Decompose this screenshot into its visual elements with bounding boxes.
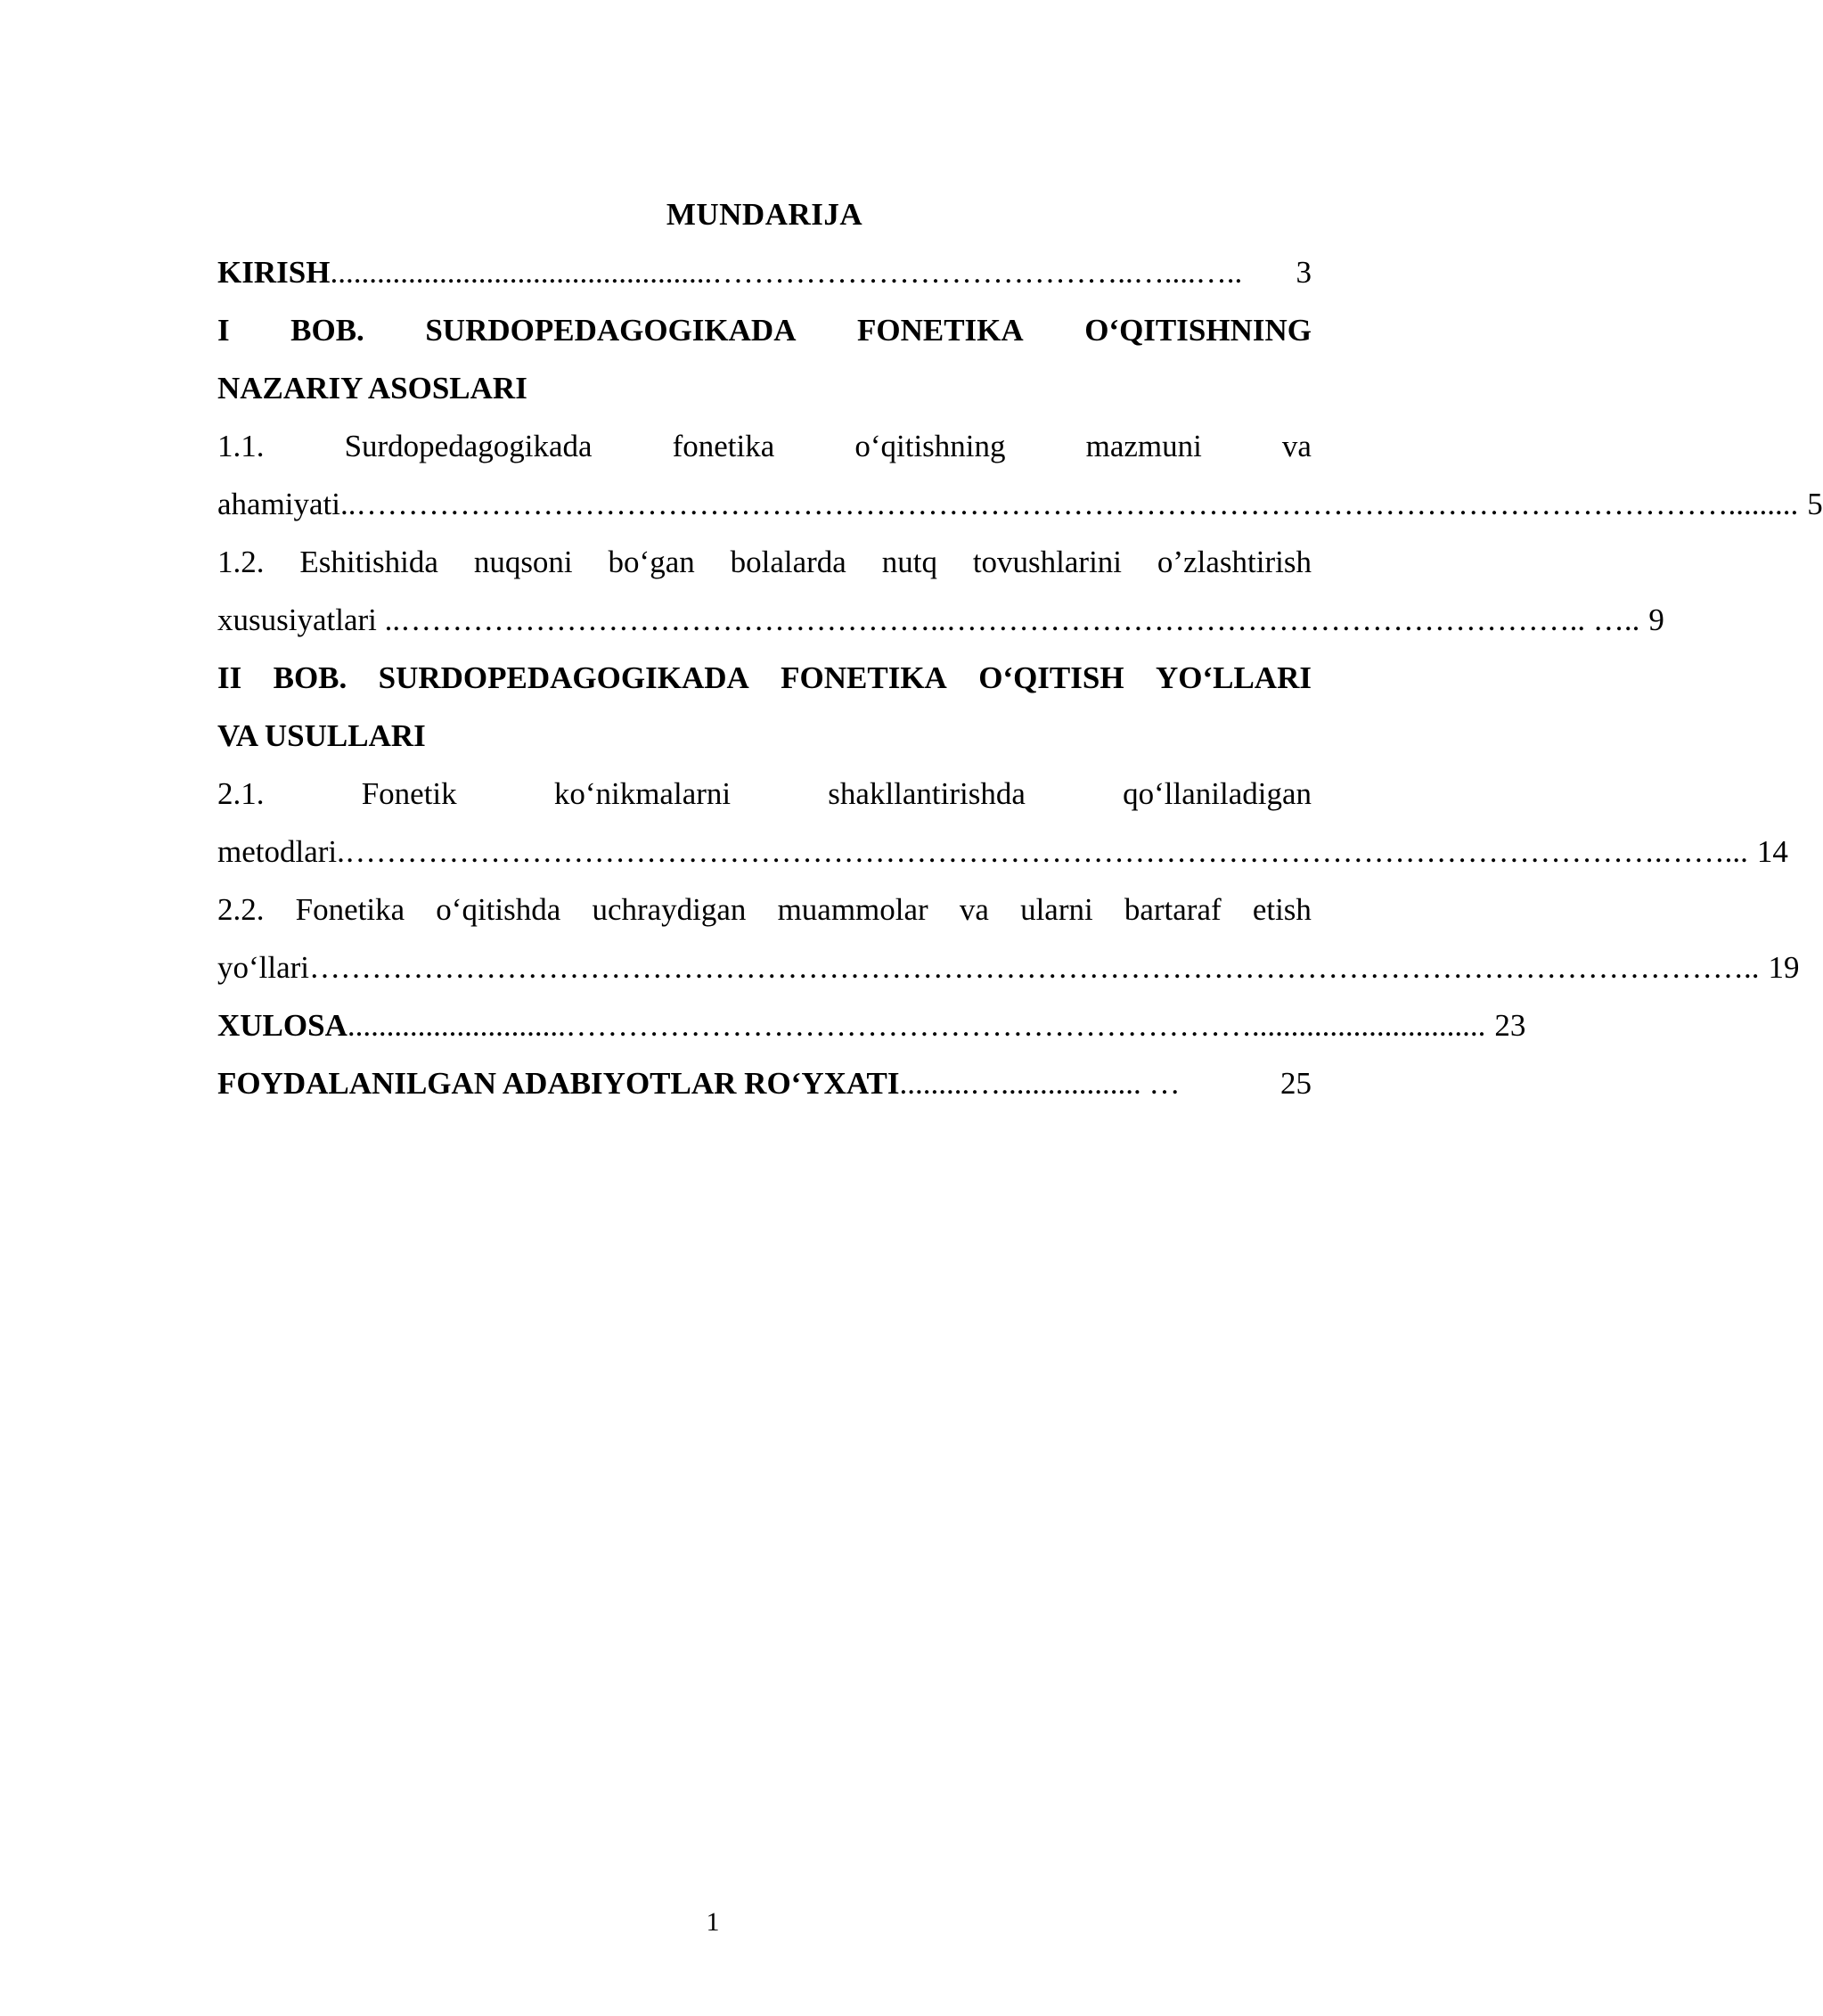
toc-word: Fonetik bbox=[361, 776, 457, 811]
toc-word: O‘QITISH bbox=[978, 660, 1124, 695]
toc-section-2-2 bbox=[217, 881, 1312, 938]
toc-entry-label: xususiyatlari .. bbox=[217, 602, 401, 637]
toc-word: BOB. bbox=[273, 660, 347, 695]
toc-page-number: 5 bbox=[1807, 487, 1823, 521]
toc-entry-label: metodlari. bbox=[217, 834, 345, 869]
toc-chapter-1-heading-cont: NAZARIY ASOSLARI bbox=[217, 371, 527, 406]
toc-page-number: 25 bbox=[1280, 1066, 1312, 1101]
toc-chapter-2-heading bbox=[217, 649, 1312, 707]
toc-word: va bbox=[1281, 429, 1312, 463]
toc-entry-kirish bbox=[217, 243, 1312, 301]
toc-word: SURDOPEDAGOGIKADA bbox=[425, 313, 797, 348]
toc-entry-references bbox=[217, 1054, 1312, 1112]
toc-word: 2.2. bbox=[217, 892, 265, 927]
toc-word: O‘QITISHNING bbox=[1084, 313, 1312, 348]
toc-word: bartaraf bbox=[1124, 892, 1222, 927]
toc-section-1-2 bbox=[217, 533, 1312, 591]
toc-leader-dots: ……………………………………………………………………………………………………………………......... bbox=[356, 487, 1799, 521]
toc-section-2-1-cont bbox=[217, 823, 1788, 881]
toc-word: SURDOPEDAGOGIKADA bbox=[378, 660, 749, 695]
toc-section-1-1 bbox=[217, 417, 1312, 475]
toc-page-number: 14 bbox=[1756, 834, 1788, 869]
toc-word: uchraydigan bbox=[592, 892, 747, 927]
toc-leader-dots: ………………………………………………………………………………………………………………………….. bbox=[309, 950, 1760, 985]
toc-chapter-1-heading bbox=[217, 301, 1312, 359]
toc-word: 1.1. bbox=[217, 429, 265, 463]
toc-word: tovushlarini bbox=[972, 545, 1123, 579]
toc-word: nutq bbox=[881, 545, 937, 579]
toc-section-1-1-cont bbox=[217, 475, 1823, 533]
toc-word: Fonetika bbox=[295, 892, 405, 927]
toc-word: I bbox=[217, 313, 230, 348]
toc-word: bolalarda bbox=[730, 545, 846, 579]
table-of-contents bbox=[217, 185, 1823, 1112]
toc-word: ko‘nikmalarni bbox=[553, 776, 732, 811]
toc-leader-dots: ……………………………………………………………………………………………………………….……... bbox=[344, 834, 1748, 869]
toc-leader-dots: ............................………………………………………………………….............................. bbox=[347, 1008, 1486, 1043]
toc-word: bo‘gan bbox=[608, 545, 695, 579]
toc-word: etish bbox=[1252, 892, 1312, 927]
toc-title: MUNDARIJA bbox=[666, 197, 863, 232]
toc-entry-label: ahamiyati.. bbox=[217, 487, 356, 521]
toc-section-2-2-cont bbox=[217, 938, 1800, 996]
toc-word: va bbox=[959, 892, 989, 927]
toc-word: Eshitishida bbox=[299, 545, 438, 579]
toc-entry-xulosa bbox=[217, 996, 1526, 1054]
toc-word: Surdopedagogikada bbox=[344, 429, 593, 463]
toc-entry-label: FOYDALANILGAN ADABIYOTLAR RO‘YXATI bbox=[217, 1066, 900, 1101]
toc-leader-dots: .................................................…………………………………..…....….. bbox=[330, 255, 1243, 290]
toc-entry-label: KIRISH bbox=[217, 255, 331, 290]
toc-word: 1.2. bbox=[217, 545, 265, 579]
toc-chapter-2-heading-cont: VA USULLARI bbox=[217, 718, 426, 753]
toc-leader-dots: ……………………………………………..…………………………………………………….. ….. bbox=[400, 602, 1640, 637]
toc-section-2-1 bbox=[217, 765, 1312, 823]
toc-word: muammolar bbox=[777, 892, 928, 927]
toc-word: fonetika bbox=[672, 429, 775, 463]
toc-word: mazmuni bbox=[1085, 429, 1202, 463]
toc-page-number: 3 bbox=[1296, 255, 1312, 290]
toc-leader-dots: .........….................. … bbox=[899, 1066, 1181, 1101]
toc-word: o’zlashtirish bbox=[1157, 545, 1312, 579]
toc-word: BOB. bbox=[290, 313, 364, 348]
toc-section-1-2-cont bbox=[217, 591, 1664, 649]
toc-word: o‘qitishning bbox=[854, 429, 1006, 463]
toc-word: YO‘LLARI bbox=[1155, 660, 1312, 695]
toc-word: II bbox=[217, 660, 242, 695]
page-number: 1 bbox=[706, 1907, 720, 1937]
toc-word: ularni bbox=[1020, 892, 1093, 927]
toc-word: 2.1. bbox=[217, 776, 265, 811]
toc-word: shakllantirishda bbox=[828, 776, 1026, 811]
toc-page-number: 19 bbox=[1768, 950, 1800, 985]
toc-page-number: 9 bbox=[1648, 602, 1664, 637]
toc-word: qo‘llaniladigan bbox=[1123, 776, 1312, 811]
toc-word: nuqsoni bbox=[473, 545, 573, 579]
toc-word: FONETIKA bbox=[856, 313, 1024, 348]
toc-entry-label: XULOSA bbox=[217, 1008, 347, 1043]
toc-page-number: 23 bbox=[1494, 1008, 1526, 1043]
toc-entry-label: yo‘llari bbox=[217, 950, 310, 985]
toc-word: FONETIKA bbox=[781, 660, 947, 695]
toc-word: o‘qitishda bbox=[436, 892, 561, 927]
